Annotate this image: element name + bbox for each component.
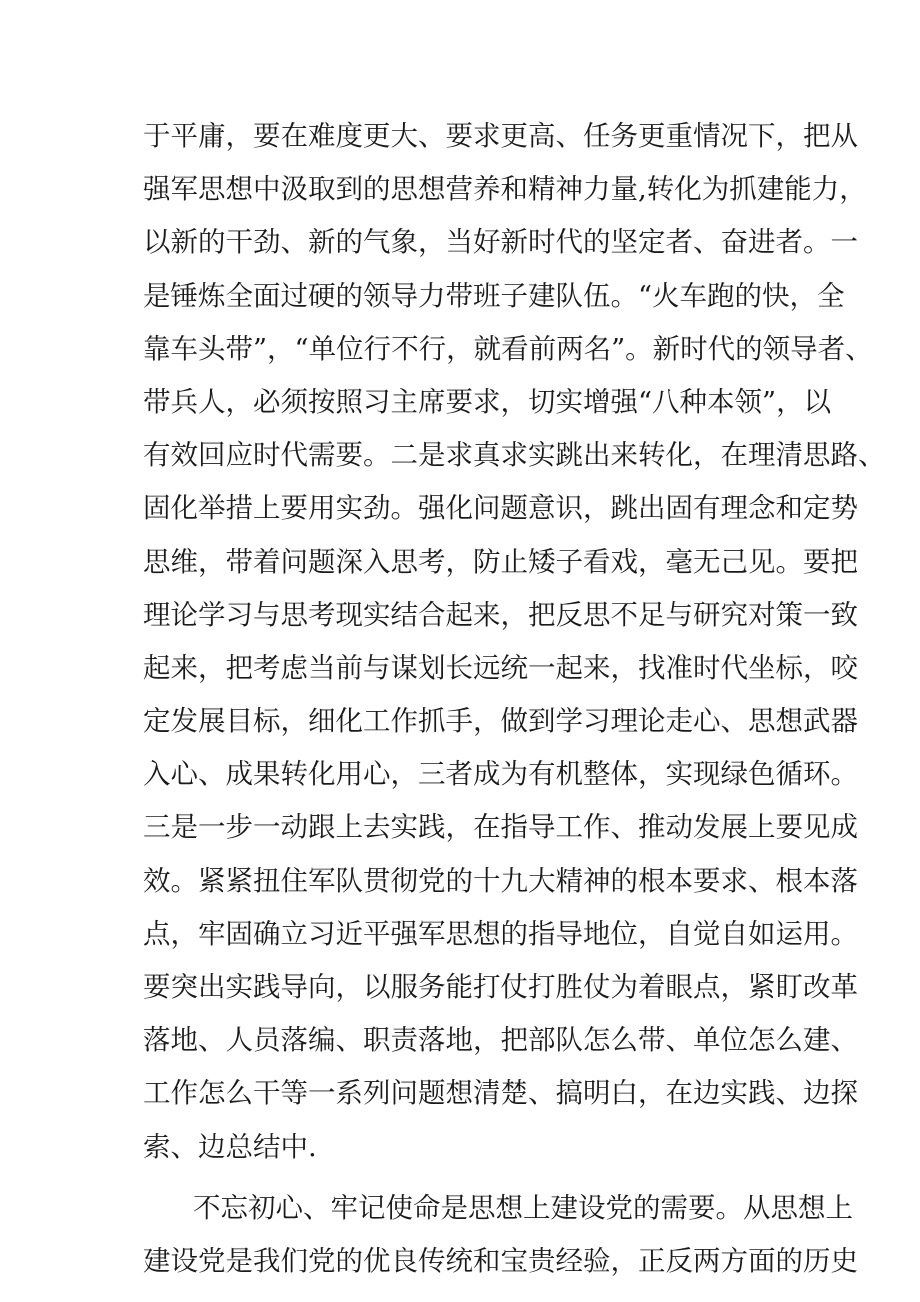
text-line: 理论学习与思考现实结合起来，把反思不足与研究对策一致 (143, 598, 858, 631)
text-line: 建设党是我们党的优良传统和宝贵经验，正反两方面的历史 (143, 1244, 858, 1277)
text-line: 工作怎么干等一系列问题想清楚、搞明白，在边实践、边探 (143, 1077, 858, 1110)
text-line: 是锤炼全面过硬的领导力带班子建队伍。“火车跑的快，全 (143, 279, 845, 312)
text-line: 要突出实践导向，以服务能打仗打胜仗为着眼点，紧盯改革 (143, 971, 858, 1003)
text-line: 有效回应时代需要。二是求真求实跳出来转化，在理清思路、 (143, 439, 886, 472)
text-line: 三是一步一动跟上去实践，在指导工作、推动发展上要见成 (143, 811, 858, 844)
text-line: 以新的干劲、新的气象，当好新时代的坚定者、奋进者。一 (143, 226, 858, 259)
text-line: 起来，把考虑当前与谋划长远统一起来，找准时代坐标，咬 (143, 651, 858, 684)
text-line: 效。紧紧扭住军队贯彻党的十九大精神的根本要求、根本落 (143, 864, 858, 897)
text-line: 点，牢固确立习近平强军思想的指导地位，自觉自如运用。 (143, 917, 858, 950)
paragraph-2 (143, 1182, 858, 1288)
text-line: 定发展目标，细化工作抓手，做到学习理论走心、思想武器 (143, 705, 858, 738)
text-line: 索、边总结中. (143, 1130, 317, 1163)
document-body (143, 110, 886, 1288)
paragraph-gap (143, 1174, 783, 1182)
text-line: 落地、人员落编、职责落地，把部队怎么带、单位怎么建、 (143, 1024, 858, 1057)
text-line: 于平庸，要在难度更大、要求更高、任务更重情况下，把从 (143, 120, 858, 152)
text-line: 强军思想中汲取到的思想营养和精神力量,转化为抓建能力， (143, 173, 867, 206)
text-line: 带兵人，必须按照习主席要求，切实增强“八种本领”，以 (143, 385, 832, 418)
paragraph-1 (143, 110, 886, 1174)
text-line: 固化举措上要用实劲。强化问题意识，跳出固有理念和定势 (143, 492, 858, 525)
text-line: 思维，带着问题深入思考，防止矮子看戏，毫无己见。要把 (143, 545, 858, 578)
text-line: 靠车头带”，“单位行不行，就看前两名”。新时代的领导者、 (143, 332, 873, 365)
text-line: 不忘初心、牢记使命是思想上建设党的需要。从思想上 (193, 1191, 853, 1224)
text-line: 入心、成果转化用心，三者成为有机整体，实现绿色循环。 (143, 758, 858, 791)
